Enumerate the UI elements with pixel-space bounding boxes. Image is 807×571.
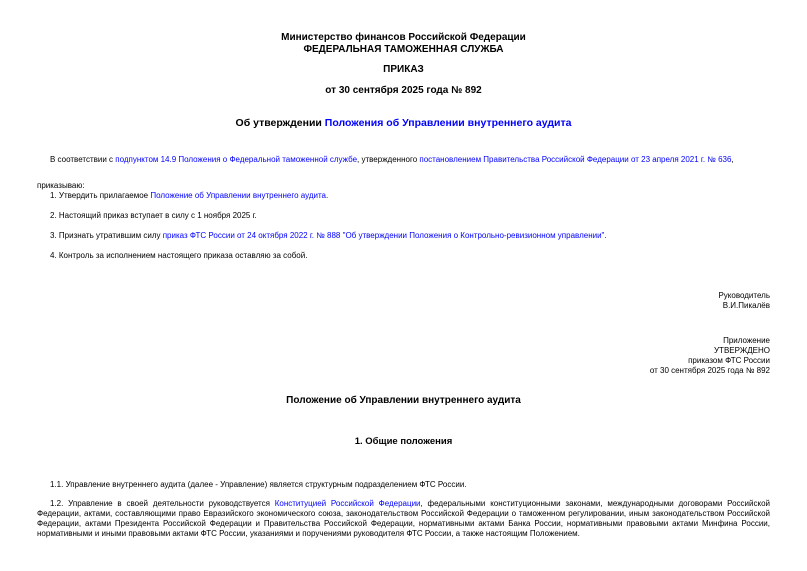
approval-approved: УТВЕРЖДЕНО xyxy=(713,346,770,355)
document-header xyxy=(37,32,770,130)
signer-title: Руководитель xyxy=(718,291,770,300)
approval-appendix: Приложение xyxy=(723,336,770,345)
order-item-3-suffix: . xyxy=(604,231,607,240)
ministry-name: Министерство финансов Российской Федерации xyxy=(281,32,526,43)
agency-name: ФЕДЕРАЛЬНАЯ ТАМОЖЕННАЯ СЛУЖБА xyxy=(303,44,504,55)
order-item-2: 2. Настоящий приказ вступает в силу с 1 ноября 2025 г. xyxy=(50,211,257,220)
document-body xyxy=(37,155,770,539)
preamble-link-regulation-fts[interactable]: подпунктом 14.9 Положения о Федеральной таможенной службе xyxy=(115,155,358,164)
order-item-3-link-previous-order[interactable]: приказ ФТС России от 24 октября 2022 г. № 888 "Об утверждении Положения о Контрольно-ревизионном управлении" xyxy=(162,231,605,240)
paragraph-1-2-text-2: , федеральными конституционными законами, международными договорами Российской Федерации, актами, составляющими право Евразийского экономического союза, законодательством Российской Федерации о таможенном регулировании, иным законодательством Российской Федерации, актами Президента Российской Федерации и Правительства Российской Федерации, нормативными актами Банка России, нормативными правовыми актами Минфина России, нормативными и иными правовыми актами ФТС России, указаниями и поручениями руководителя ФТС России, а также настоящим Положением. xyxy=(37,499,770,538)
order-item-4: 4. Контроль за исполнением настоящего приказа оставляю за собой. xyxy=(50,251,308,260)
decree-word: приказываю: xyxy=(37,181,85,190)
section-1-title: 1. Общие положения xyxy=(354,436,453,447)
preamble-text-1: В соответствии с xyxy=(50,155,116,164)
preamble-paragraph xyxy=(37,155,770,165)
document-type: ПРИКАЗ xyxy=(383,64,424,75)
order-item-1 xyxy=(37,191,770,201)
signature-block xyxy=(37,291,770,311)
regulation-title: Положение об Управлении внутреннего аудита xyxy=(286,395,521,406)
preamble-link-government-resolution[interactable]: постановлением Правительства Российской Федерации от 23 апреля 2021 г. № 636 xyxy=(419,155,732,164)
paragraph-1-2-text-1: 1.2. Управление в своей деятельности руководствуется xyxy=(50,499,275,508)
document-date-number: от 30 сентября 2025 года № 892 xyxy=(325,85,482,96)
preamble-text-2: , утвержденного xyxy=(357,155,420,164)
order-item-3-prefix: 3. Признать утратившим силу xyxy=(50,231,163,240)
subject-link[interactable]: Положения об Управлении внутреннего аудита xyxy=(324,117,572,129)
paragraph-1-2-link-constitution[interactable]: Конституцией Российской Федерации xyxy=(274,499,421,508)
document-subject xyxy=(37,117,770,130)
signer-name: В.И.Пикалёв xyxy=(722,301,770,310)
order-item-1-prefix: 1. Утвердить прилагаемое xyxy=(50,191,151,200)
paragraph-1-1: 1.1. Управление внутреннего аудита (далее - Управление) является структурным подразделением ФТС России. xyxy=(50,480,467,489)
preamble-text-3: , xyxy=(731,155,734,164)
approval-order-date: от 30 сентября 2025 года № 892 xyxy=(649,366,770,375)
approval-by-order: приказом ФТС России xyxy=(688,356,770,365)
order-item-1-link-regulation[interactable]: Положение об Управлении внутреннего аудита xyxy=(150,191,326,200)
order-item-1-suffix: . xyxy=(326,191,329,200)
order-item-3 xyxy=(37,231,770,241)
paragraph-1-2 xyxy=(37,499,770,539)
approval-block xyxy=(37,336,770,376)
subject-prefix: Об утверждении xyxy=(235,117,325,129)
